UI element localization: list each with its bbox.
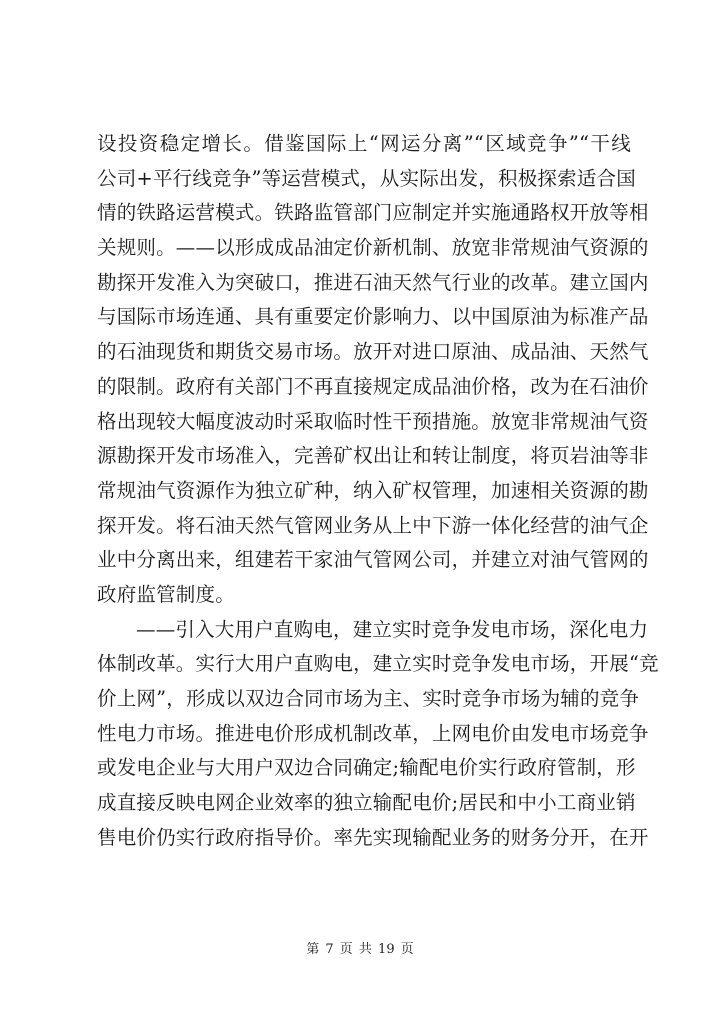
text-line: 政府监管制度。 <box>97 582 235 606</box>
text-line: 或发电企业与大用户双边合同确定;输配电价实行政府管制，形 <box>97 756 636 780</box>
text-line: 源勘探开发市场准入，完善矿权出让和转让制度，将页岩油等非 <box>97 444 649 468</box>
text-line: 性电力市场。推进电价形成机制改革，上网电价由发电市场竞争 <box>97 721 649 745</box>
text-line: ——引入大用户直购电，建立实时竞争发电市场，深化电力 <box>136 617 649 641</box>
text-line: 业中分离出来，组建若干家油气管网公司，并建立对油气管网的 <box>97 548 649 572</box>
text-line: 格出现较大幅度波动时采取临时性干预措施。放宽非常规油气资 <box>97 409 649 433</box>
text-line: 探开发。将石油天然气管网业务从上中下游一体化经营的油气企 <box>97 513 649 537</box>
text-line: 常规油气资源作为独立矿种，纳入矿权管理，加速相关资源的勘 <box>97 478 649 502</box>
text-line: 的限制。政府有关部门不再直接规定成品油价格，改为在石油价 <box>97 374 649 398</box>
text-line: 勘探开发准入为突破口，推进石油天然气行业的改革。建立国内 <box>97 270 649 294</box>
text-line: 设投资稳定增长。借鉴国际上“网运分离”“区域竞争”“干线 <box>97 132 631 155</box>
text-line: 价上网”，形成以双边合同市场为主、实时竞争市场为辅的竞争 <box>97 687 640 710</box>
text-line: 的石油现货和期货交易市场。放开对进口原油、成品油、天然气 <box>97 340 649 364</box>
page-number-footer: 第 7 页 共 19 页 <box>306 942 414 957</box>
text-line: 成直接反映电网企业效率的独立输配电价;居民和中小工商业销 <box>97 791 636 815</box>
text-line: 体制改革。实行大用户直购电，建立实时竞争发电市场，开展“竞 <box>97 652 659 676</box>
document-body <box>97 127 659 855</box>
text-line: 售电价仍实行政府指导价。率先实现输配业务的财务分开，在开 <box>97 825 649 849</box>
text-line: 情的铁路运营模式。铁路监管部门应制定并实施通路权开放等相 <box>97 201 649 225</box>
text-line: 与国际市场连通、具有重要定价影响力、以中国原油为标准产品 <box>97 305 649 329</box>
text-line: 公司+平行线竞争”等运营模式，从实际出发，积极探索适合国 <box>97 166 636 190</box>
text-line: 关规则。——以形成成品油定价新机制、放宽非常规油气资源的 <box>97 236 649 260</box>
